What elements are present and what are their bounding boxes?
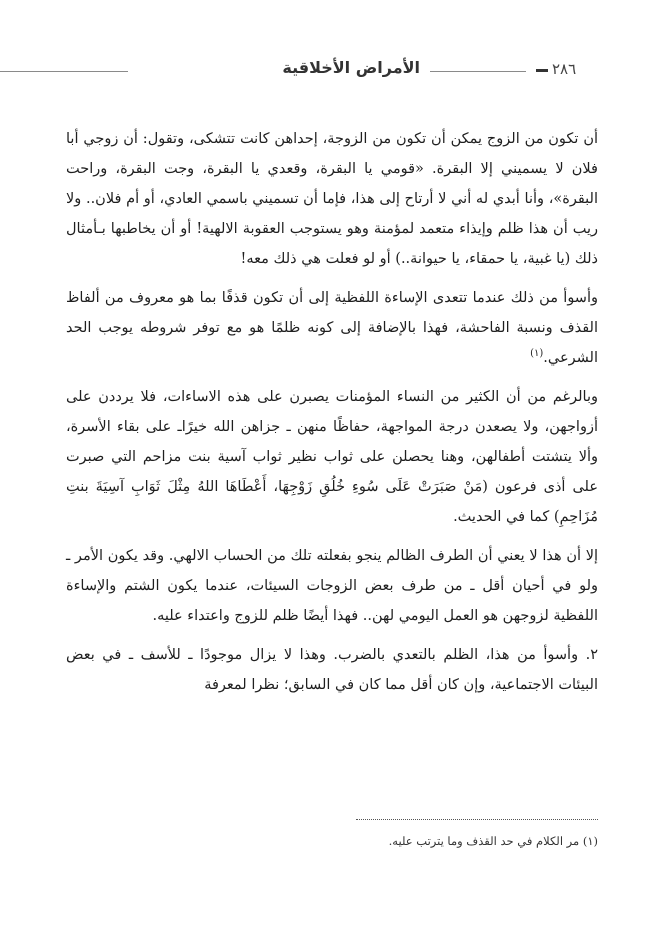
paragraph-3: وبالرغم من أن الكثير من النساء المؤمنات يصبرن على هذه الاساءات، فلا يرددن على أزواجهن، ولا يصعدن درجة المواجهة، حفاظًا منهن ـ جزاهن الله خيرًاـ على بقاء الأسرة، وألا يتشتت أطفالهن، وهنا يحصلن على ثواب نظير ثواب آسية بنت مزاحم التي صبرت على أذى فرعون (مَنْ صَبَرَتْ عَلَى سُوءِ خُلُقِ زَوْجِهَا، أَعْطَاهَا اللهُ مِثْلَ ثَوَابِ آسِيَةَ بنتِ مُزَاحِمِ) كما في الحديث.: [66, 389, 598, 525]
footnote-separator: [356, 819, 598, 820]
paragraph-4: إلا أن هذا لا يعني أن الطرف الظالم ينجو بفعلته تلك من الحساب الالهي. وقد يكون الأمر ـ ولو في أحيان أقل ـ من طرف بعض الزوجات السيئات، عندما يكون الشتم والإساءة اللفظية لزوجهن هو العمل اليومي لهن.. فهذا أيضًا ظلم للزوج واعتداء عليه.: [66, 548, 598, 624]
paragraph-1: أن تكون من الزوج يمكن أن تكون من الزوجة، إحداهن كانت تتشكى، وتقول: أن زوجي أبا فلان لا يسميني إلا البقرة. «قومي يا البقرة، وقعدي يا البقرة، وجت البقرة، وراحت البقرة»، وأنا أبدي له أني لا أرتاح إلى هذا، فإما أن تسميني باسمي العادي، أو أم فلان.. ولا ريب أن هذا ظلم وإيذاء متعمد لمؤمنة وهو يستوجب العقوبة الالهية! أو أن يخاطبها بـأمثال ذلك (يا غبية، يا حمقاء، يا حيوانة..) أو لو فعلت هي ذلك معه!: [66, 131, 598, 267]
page-number: ٢٨٦: [552, 60, 577, 78]
footnote-reference[interactable]: (١): [530, 348, 544, 360]
chapter-title: الأمراض الأخلاقية: [282, 58, 420, 77]
paragraph-2-text: وأسوأ من ذلك عندما تتعدى الإساءة اللفظية إلى أن تكون قذفًا بما هو معروف من ألفاظ القذف ونسبة الفاحشة، فهذا بالإضافة إلى كونه ظلمًا هو مع توفر شروطه يوجب الحد الشرعي.: [66, 290, 598, 366]
page-header: [0, 52, 669, 92]
paragraph-5: ٢. وأسوأ من هذا، الظلم بالتعدي بالضرب. وهذا لا يزال موجودًا ـ للأسف ـ في بعض البيئات الاجتماعية، وإن كان أقل مما كان في السابق؛ نظرا لمعرفة: [66, 647, 598, 693]
footnote: (١) مر الكلام في حد القذف وما يترتب عليه.: [388, 834, 598, 848]
page-number-dash: [536, 69, 548, 72]
header-rule-left: [0, 71, 128, 72]
paragraph-2: [66, 283, 598, 373]
header-rule-right: [430, 71, 526, 72]
body-text: [66, 124, 598, 709]
